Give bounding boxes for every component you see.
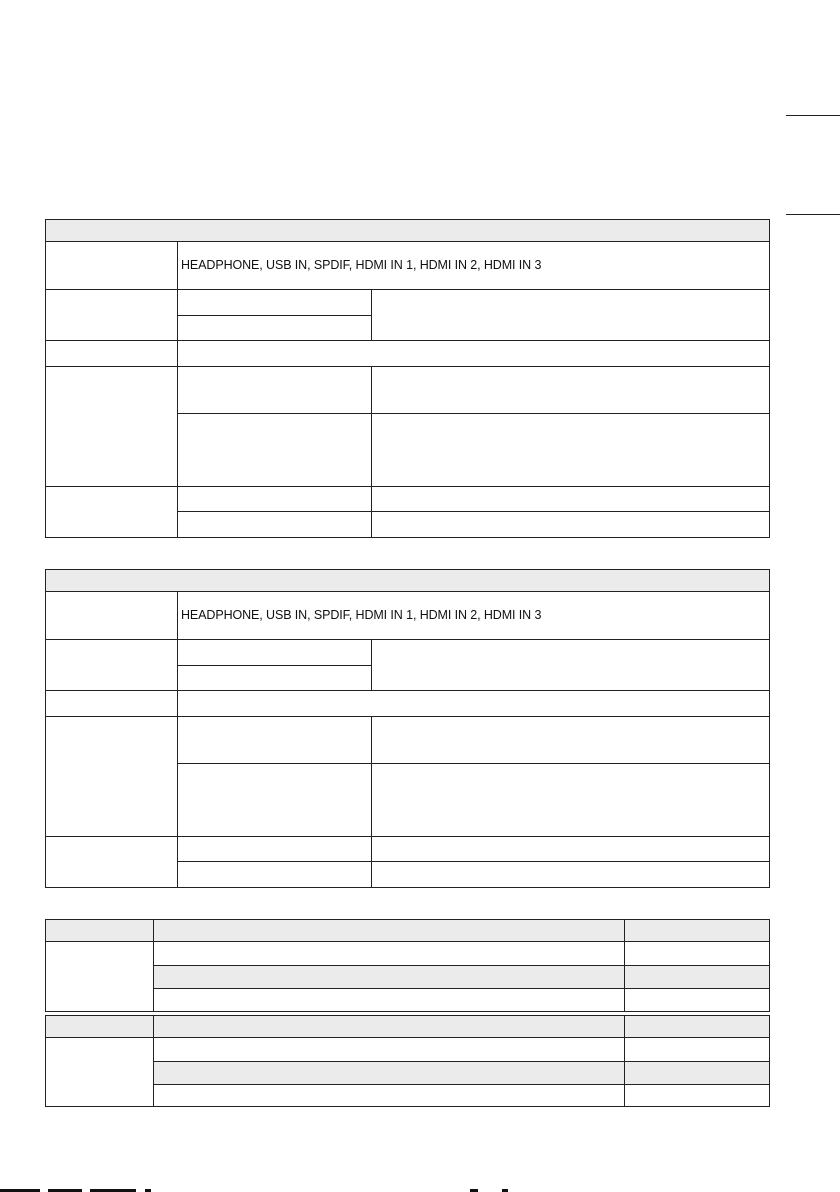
side-tab-rule-top bbox=[786, 115, 840, 116]
side-tab-rule-bottom bbox=[786, 214, 840, 215]
spec-table-2-connectors-value: HEADPHONE, USB IN, SPDIF, HDMI IN 1, HDMI IN 2, HDMI IN 3 bbox=[181, 608, 542, 622]
bottom-edge-marks bbox=[0, 1188, 520, 1192]
spec-table-3 bbox=[45, 919, 770, 1107]
spec-table-3-header-a bbox=[46, 920, 770, 942]
spec-table-3-header-b bbox=[46, 1016, 770, 1038]
spec-table-3-stripe-a bbox=[153, 965, 770, 988]
spec-table-1-connectors-value: HEADPHONE, USB IN, SPDIF, HDMI IN 1, HDMI IN 2, HDMI IN 3 bbox=[181, 258, 542, 272]
spec-table-2 bbox=[45, 569, 770, 888]
spec-table-3-stripe-b bbox=[153, 1061, 770, 1084]
spec-table-2-header-fill bbox=[46, 570, 770, 592]
spec-table-1 bbox=[45, 219, 770, 538]
spec-table-3-grid bbox=[45, 919, 770, 1107]
spec-table-1-header-fill bbox=[46, 220, 770, 242]
